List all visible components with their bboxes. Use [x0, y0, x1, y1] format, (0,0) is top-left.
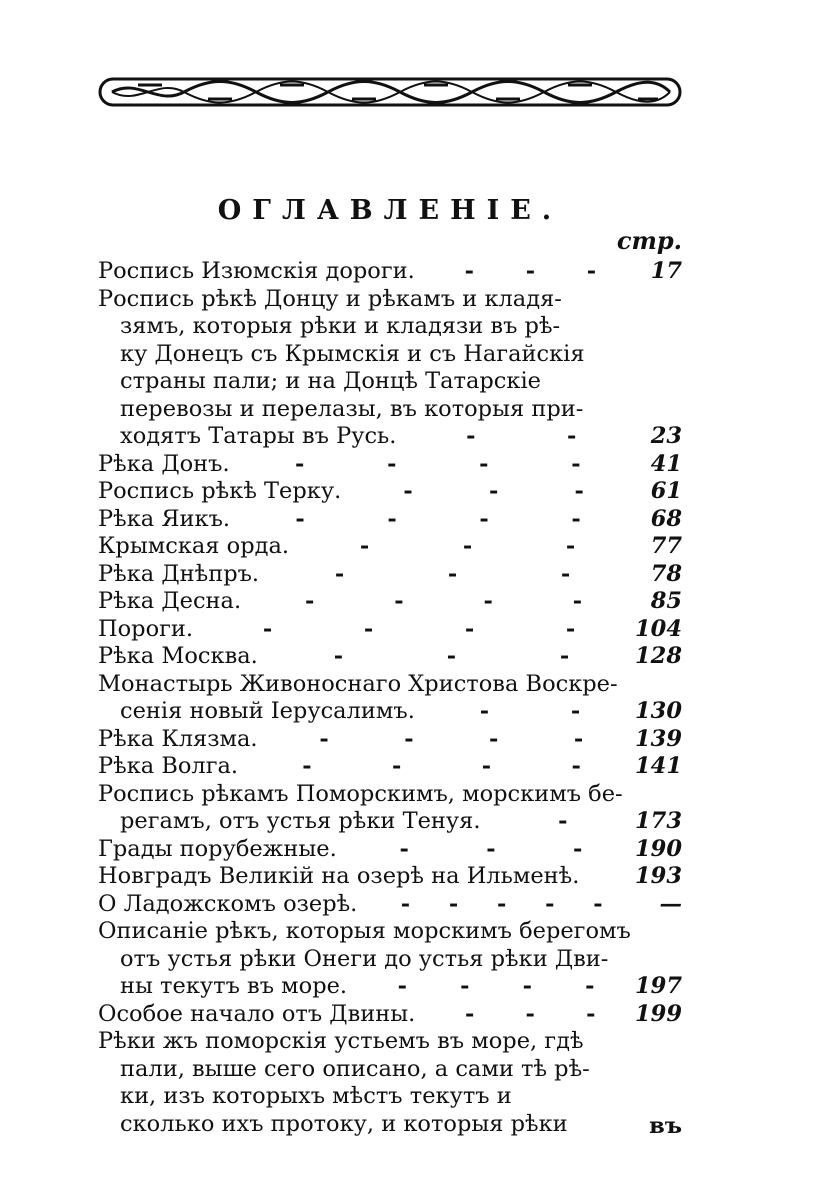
toc-page-number: 141 — [635, 753, 682, 779]
toc-entry-text: Грады порубежные. — [98, 835, 337, 862]
leader-dashes: - - - — [403, 478, 584, 504]
toc-entry-line — [98, 1056, 682, 1084]
toc-page-number: 85 — [650, 588, 682, 614]
toc-entry-line — [98, 396, 682, 424]
page-column-label: стр. — [616, 226, 682, 255]
toc-entry — [98, 616, 682, 644]
toc-page-number: 128 — [635, 643, 682, 669]
toc-entry-text: Описаніе рѣкъ, которыя морскимъ берегомъ — [98, 918, 631, 944]
toc-entry-text: Рѣка Волга. — [98, 753, 239, 779]
toc-entry-line — [98, 561, 682, 589]
toc-entry-line — [98, 506, 682, 534]
leader-dashes: - - - - — [295, 505, 581, 532]
toc-entry — [98, 781, 682, 836]
toc-entry — [98, 753, 682, 781]
leader-dashes: - - - — [399, 835, 583, 862]
toc-page-number: 17 — [650, 258, 682, 284]
toc-entry-text: Рѣка Москва. — [98, 643, 258, 669]
page-heading: ОГЛАВЛЕНІЕ. — [217, 195, 563, 226]
leader-dashes: - - - - — [295, 450, 581, 477]
toc-entry-text: Пороги. — [98, 615, 194, 642]
leader-dashes: - - - - — [302, 753, 581, 779]
toc-entry-text: ки, изъ которыхъ мѣстъ текутъ и — [120, 1083, 512, 1109]
leader-dashes: - - — [479, 698, 581, 724]
toc-page-number: — — [659, 890, 682, 917]
toc-entry-line — [98, 1111, 682, 1139]
toc-page-number: 173 — [635, 808, 682, 834]
toc-entry — [98, 478, 682, 506]
toc-entry-text: Роспись рѣкѣ Донцу и рѣкамъ и кладя- — [98, 285, 562, 312]
catchword: въ — [649, 1113, 682, 1139]
toc-entry-line — [98, 286, 682, 314]
toc-entry — [98, 1001, 682, 1029]
toc-entry — [98, 258, 682, 286]
toc-entry — [98, 451, 682, 479]
toc-page-number: 197 — [635, 973, 682, 999]
toc-entry-text: Рѣка Днѣпръ. — [98, 560, 260, 587]
toc-entry-line — [98, 863, 682, 891]
toc-entry-line — [98, 643, 682, 671]
leader-dashes: - - - — [464, 258, 597, 284]
toc-entry-text: Рѣка Клязма. — [98, 725, 258, 752]
toc-entry-text: сколько ихъ протоку, и которыя рѣки — [120, 1110, 568, 1137]
toc-entry-text: Монастырь Живоноснаго Христова Воскре- — [98, 670, 618, 697]
toc-entry — [98, 726, 682, 754]
toc-entry-line — [98, 973, 682, 1001]
toc-entry — [98, 561, 682, 589]
toc-entry — [98, 918, 682, 1001]
toc-entry-text: О Ладожскомъ озерѣ. — [98, 890, 358, 917]
toc-entry-text: Рѣки жъ поморскія устьемъ въ море, гдѣ — [98, 1028, 584, 1054]
toc-entry-text: Рѣка Яикъ. — [98, 505, 231, 532]
toc-entry-text: ходятъ Татары въ Русь. — [120, 423, 397, 449]
toc-page-number: 193 — [635, 863, 682, 889]
toc-page-number: 139 — [635, 725, 682, 752]
leader-dashes: - - - — [333, 643, 570, 669]
toc-entry-line — [98, 891, 682, 919]
toc-entry-line — [98, 258, 682, 286]
toc-entry — [98, 671, 682, 726]
toc-entry-line — [98, 368, 682, 396]
toc-entry-text: Роспись рѣкамъ Поморскимъ, морскимъ бе- — [98, 780, 623, 807]
toc-entry-line — [98, 753, 682, 781]
toc-entry — [98, 1028, 682, 1138]
toc-page-number: 23 — [650, 423, 682, 449]
leader-dashes: - — [558, 808, 568, 834]
toc-entry-line — [98, 1028, 682, 1056]
toc-entry-text: ку Донецъ съ Крымскія и съ Нагайскія — [120, 340, 585, 367]
toc-page-number: 130 — [635, 698, 682, 724]
toc-entry-line — [98, 918, 682, 946]
toc-entry-line — [98, 836, 682, 864]
toc-entry-text: Роспись рѣкѣ Терку. — [98, 478, 342, 504]
toc-entry-text: Особое начало отъ Двины. — [98, 1000, 416, 1027]
toc-entry-line — [98, 726, 682, 754]
toc-entry-text: страны пали; и на Донцѣ Татарскіе — [120, 368, 541, 394]
toc-entry-text: Крымская орда. — [98, 533, 290, 559]
leader-dashes: - - - - — [305, 588, 583, 614]
toc-entry-text: отъ устья рѣки Онеги до устья рѣки Дви- — [120, 945, 609, 972]
toc-page-number: 41 — [650, 450, 682, 477]
toc-page-number: 190 — [635, 835, 682, 862]
toc-entry — [98, 891, 682, 919]
toc-entry — [98, 286, 682, 451]
toc-entry — [98, 588, 682, 616]
leader-dashes: - - - - — [262, 615, 576, 642]
toc-entry-text: пали, выше сего описано, а сами тѣ рѣ- — [120, 1055, 590, 1082]
toc-entry-line — [98, 478, 682, 506]
table-of-contents — [98, 258, 682, 1138]
toc-entry-line — [98, 588, 682, 616]
leader-dashes: - - - - - — [400, 890, 603, 917]
toc-entry-text: зямъ, которыя рѣки и кладязи въ рѣ- — [120, 313, 561, 339]
toc-entry-text: перевозы и перелазы, въ которыя при- — [120, 395, 584, 422]
leader-dashes: - - - - — [319, 725, 584, 752]
toc-entry — [98, 533, 682, 561]
leader-dashes: - - - — [464, 1000, 596, 1027]
toc-page-number: 77 — [650, 533, 682, 559]
toc-entry-text: ны текутъ въ море. — [120, 973, 348, 999]
toc-entry-line — [98, 1001, 682, 1029]
leader-dashes: - - - — [334, 560, 571, 587]
toc-entry-line — [98, 698, 682, 726]
toc-entry — [98, 643, 682, 671]
leader-dashes: - - - - — [397, 973, 595, 999]
toc-entry — [98, 836, 682, 864]
toc-entry-line — [98, 1083, 682, 1111]
toc-page-number: 104 — [635, 615, 682, 642]
ornament-border — [98, 76, 682, 108]
toc-entry-line — [98, 341, 682, 369]
toc-entry-line — [98, 671, 682, 699]
toc-entry — [98, 506, 682, 534]
toc-entry-line — [98, 423, 682, 451]
leader-dashes: - - - — [359, 533, 576, 559]
toc-entry-line — [98, 533, 682, 561]
toc-entry-line — [98, 946, 682, 974]
toc-entry-line — [98, 781, 682, 809]
toc-entry-text: сенія новый Іерусалимъ. — [120, 698, 415, 724]
toc-entry-line — [98, 616, 682, 644]
toc-entry-line — [98, 808, 682, 836]
toc-entry-text: Рѣка Донъ. — [98, 450, 230, 477]
toc-page-number: 78 — [650, 560, 682, 587]
toc-entry-line — [98, 313, 682, 341]
toc-page-number: 61 — [650, 478, 682, 504]
toc-entry-text: Рѣка Десна. — [98, 588, 242, 614]
toc-entry-text: регамъ, отъ устья рѣки Тенуя. — [120, 808, 481, 834]
toc-page-number: 199 — [635, 1000, 682, 1027]
leader-dashes: - - — [466, 423, 577, 449]
toc-entry-text: Новградъ Великій на озерѣ на Ильменѣ. — [98, 863, 580, 889]
toc-entry-text: Роспись Изюмскія дороги. — [98, 258, 415, 284]
toc-entry — [98, 863, 682, 891]
toc-entry-line — [98, 451, 682, 479]
toc-page-number: 68 — [650, 505, 682, 532]
